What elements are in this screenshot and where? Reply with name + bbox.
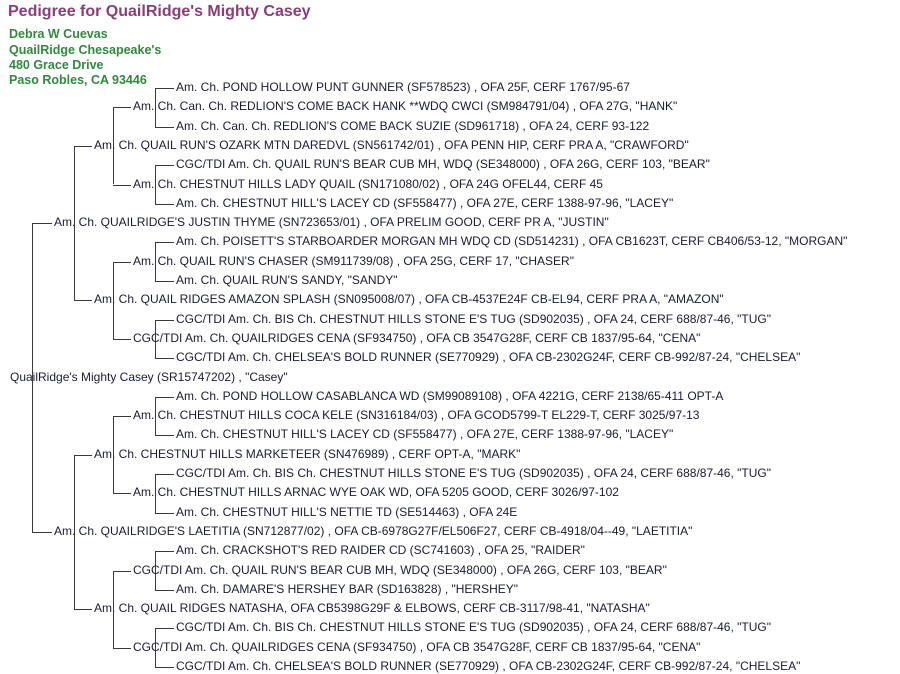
grandparent-entry: Am. Ch. CHESTNUT HILLS MARKETEER (SN476989) , CERF OPT-A, "MARK": [94, 446, 521, 461]
ancestor-entry: CGC/TDI Am. Ch. BIS Ch. CHESTNUT HILLS STONE E'S TUG (SD902035) , OFA 24, CERF 688/87-46, "TUG": [176, 620, 771, 635]
ancestor-entry: CGC/TDI Am. Ch. CHELSEA'S BOLD RUNNER (SE770929) , OFA CB-2302G24F, CERF CB-992/87-24, "CHELSEA": [176, 659, 801, 673]
tree-connector: [74, 455, 92, 456]
ancestor-entry: Am. Ch. DAMARE'S HERSHEY BAR (SD163828) , "HERSHEY": [176, 581, 519, 596]
ancestor-entry: CGC/TDI Am. Ch. BIS Ch. CHESTNUT HILLS STONE E'S TUG (SD902035) , OFA 24, CERF 688/87-46, "TUG": [176, 466, 771, 480]
ancestor-entry: Am. Ch. CRACKSHOT'S RED RAIDER CD (SC741603) , OFA 25, "RAIDER": [176, 543, 585, 558]
tree-connector: [155, 242, 156, 281]
tree-connector: [74, 146, 75, 300]
ancestor-entry: Am. Ch. Can. Ch. REDLION'S COME BACK SUZIE (SD961718) , OFA 24, CERF 93-122: [176, 118, 650, 133]
tree-connector: [155, 474, 156, 513]
subject-entry: QuailRidge's Mighty Casey (SR15747202) , "Casey": [10, 369, 288, 384]
great-grandparent-entry: Am. Ch. QUAIL RUN'S CHASER (SM911739/08) , OFA 25G, CERF 17, "CHASER": [133, 253, 574, 268]
tree-connector: [32, 223, 52, 224]
tree-connector: [155, 127, 174, 128]
tree-connector: [155, 242, 174, 243]
tree-connector: [113, 571, 114, 648]
tree-connector: [155, 320, 156, 359]
tree-connector: [155, 204, 174, 205]
page-title: Pedigree for QuailRidge's Mighty Casey: [8, 3, 311, 20]
owner-kennel: QuailRidge Chesapeake's: [9, 43, 162, 57]
great-grandparent-entry: Am. Ch. CHESTNUT HILLS ARNAC WYE OAK WD, OFA 5205 GOOD, CERF 3026/97-102: [133, 485, 619, 500]
tree-connector: [32, 532, 52, 533]
tree-connector: [155, 397, 156, 436]
tree-connector: [113, 262, 131, 263]
parent-entry: Am. Ch. QUAILRIDGE'S LAETITIA (SN712877/02) , OFA CB-6978G27F/EL506F27, CERF CB-4918/04--49, "LAETITIA": [54, 523, 693, 538]
tree-connector: [74, 609, 92, 610]
grandparent-entry: Am. Ch. QUAIL RUN'S OZARK MTN DAREDVL (SN561742/01) , OFA PENN HIP, CERF PRA A, "CRAWFORD": [94, 137, 689, 152]
owner-city: Paso Robles, CA 93446: [9, 73, 147, 87]
tree-connector: [155, 88, 174, 89]
tree-connector: [32, 223, 33, 532]
tree-connector: [155, 628, 174, 629]
ancestor-entry: CGC/TDI Am. Ch. CHELSEA'S BOLD RUNNER (SE770929) , OFA CB-2302G24F, CERF CB-992/87-24, "CHELSEA": [176, 350, 801, 365]
tree-connector: [74, 455, 75, 609]
great-grandparent-entry: CGC/TDI Am. Ch. QUAILRIDGES CENA (SF934750) , OFA CB 3547G28F, CERF CB 1837/95-64, "CENA": [133, 330, 701, 345]
ancestor-entry: Am. Ch. POND HOLLOW CASABLANCA WD (SM99089108) , OFA 4221G, CERF 2138/65-411 OPT-A: [176, 388, 724, 403]
grandparent-entry: Am. Ch. QUAIL RIDGES AMAZON SPLASH (SN095008/07) , OFA CB-4537E24F CB-EL94, CERF PRA A, "AMAZON": [94, 292, 724, 307]
great-grandparent-entry: Am. Ch. CHESTNUT HILLS LADY QUAIL (SN171080/02) , OFA 24G OFEL44, CERF 45: [133, 176, 603, 191]
tree-connector: [155, 551, 156, 590]
great-grandparent-entry: CGC/TDI Am. Ch. QUAIL RUN'S BEAR CUB MH, WDQ (SE348000) , OFA 26G, CERF 103, "BEAR": [133, 562, 667, 577]
ancestor-entry: Am. Ch. CHESTNUT HILL'S NETTIE TD (SE514463) , OFA 24E: [176, 504, 518, 519]
tree-connector: [113, 416, 131, 417]
tree-connector: [155, 474, 174, 475]
tree-connector: [155, 165, 174, 166]
tree-connector: [155, 551, 174, 552]
tree-connector: [155, 320, 174, 321]
tree-connector: [113, 107, 114, 184]
ancestor-entry: Am. Ch. POISETT'S STARBOARDER MORGAN MH WDQ CD (SD514231) , OFA CB1623T, CERF CB406/53-12, "MORGAN": [176, 234, 848, 249]
tree-connector: [155, 590, 174, 591]
parent-entry: Am. Ch. QUAILRIDGE'S JUSTIN THYME (SN723653/01) , OFA PRELIM GOOD, CERF PR A, "JUSTIN": [54, 215, 609, 230]
tree-connector: [155, 281, 174, 282]
ancestor-entry: Am. Ch. CHESTNUT HILL'S LACEY CD (SF558477) , OFA 27E, CERF 1388-97-96, "LACEY": [176, 195, 674, 210]
tree-connector: [113, 339, 131, 340]
tree-connector: [155, 667, 174, 668]
ancestor-entry: CGC/TDI Am. Ch. BIS Ch. CHESTNUT HILLS STONE E'S TUG (SD902035) , OFA 24, CERF 688/87-46, "TUG": [176, 311, 771, 326]
owner-street: 480 Grace Drive: [9, 58, 104, 72]
ancestor-entry: Am. Ch. QUAIL RUN'S SANDY, "SANDY": [176, 273, 398, 287]
great-grandparent-entry: Am. Ch. CHESTNUT HILLS COCA KELE (SN316184/03) , OFA GCOD5799-T EL229-T, CERF 3025/97-13: [133, 408, 700, 423]
tree-connector: [155, 628, 156, 667]
ancestor-entry: Am. Ch. CHESTNUT HILL'S LACEY CD (SF558477) , OFA 27E, CERF 1388-97-96, "LACEY": [176, 427, 674, 442]
tree-connector: [155, 88, 156, 127]
great-grandparent-entry: Am. Ch. Can. Ch. REDLION'S COME BACK HANK **WDQ CWCI (SM984791/04) , OFA 27G, "HANK": [133, 99, 678, 114]
tree-connector: [155, 513, 174, 514]
tree-connector: [155, 397, 174, 398]
tree-connector: [155, 358, 174, 359]
tree-connector: [113, 262, 114, 339]
owner-name: Debra W Cuevas: [9, 27, 108, 41]
ancestor-entry: Am. Ch. POND HOLLOW PUNT GUNNER (SF578523) , OFA 25F, CERF 1767/95-67: [176, 80, 630, 94]
tree-connector: [74, 146, 92, 147]
tree-connector: [155, 435, 174, 436]
ancestor-entry: CGC/TDI Am. Ch. QUAIL RUN'S BEAR CUB MH, WDQ (SE348000) , OFA 26G, CERF 103, "BEAR": [176, 157, 710, 172]
tree-connector: [155, 165, 156, 204]
tree-connector: [113, 493, 131, 494]
tree-connector: [74, 300, 92, 301]
great-grandparent-entry: CGC/TDI Am. Ch. QUAILRIDGES CENA (SF934750) , OFA CB 3547G28F, CERF CB 1837/95-64, "CENA": [133, 639, 701, 654]
tree-connector: [113, 185, 131, 186]
tree-connector: [113, 107, 131, 108]
tree-connector: [113, 571, 131, 572]
tree-connector: [113, 416, 114, 493]
grandparent-entry: Am. Ch. QUAIL RIDGES NATASHA, OFA CB5398G29F & ELBOWS, CERF CB-3117/98-41, "NATASHA": [94, 601, 650, 616]
